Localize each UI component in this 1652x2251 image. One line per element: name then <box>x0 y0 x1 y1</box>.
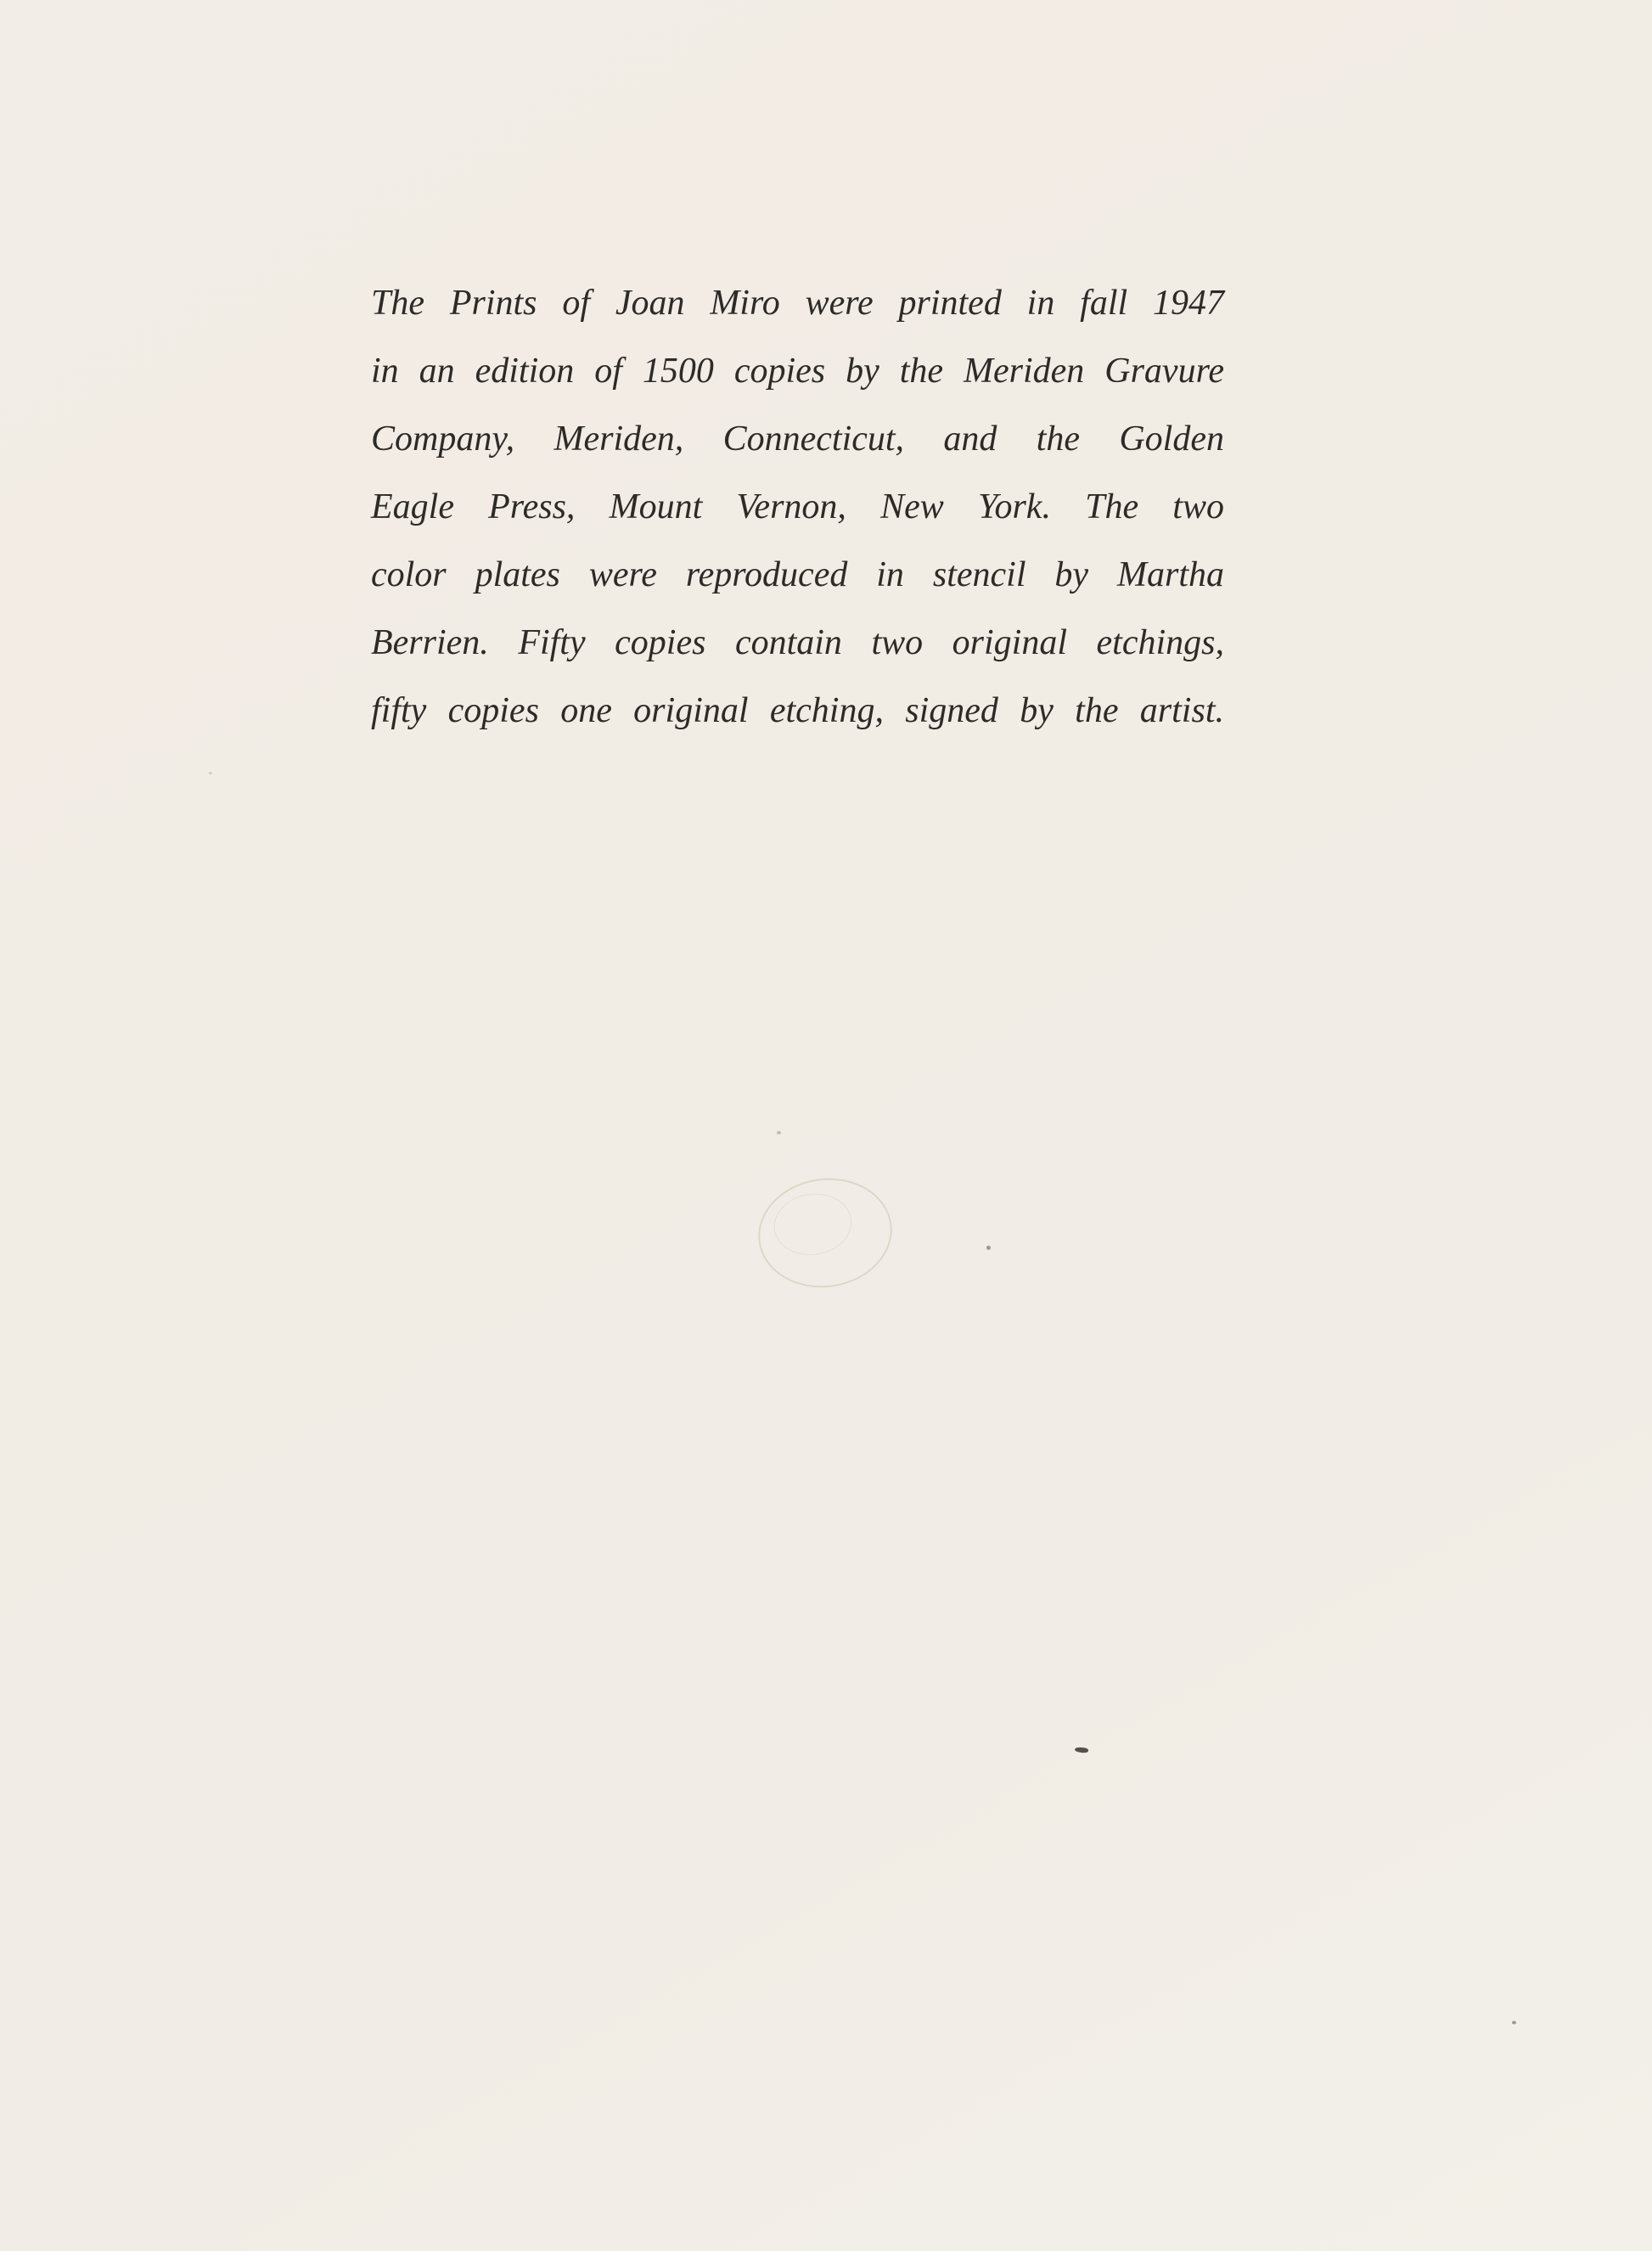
embossed-blind-stamp-circle <box>751 1170 899 1297</box>
colophon-text-block <box>371 269 1224 745</box>
colophon-line-7: fifty copies one original etching, signed by the artist. <box>371 691 1224 730</box>
colophon-line-6: Berrien. Fifty copies contain two original etchings, <box>371 623 1224 662</box>
colophon-line-2: in an edition of 1500 copies by the Meriden Gravure <box>371 352 1224 391</box>
colophon-line-3: Company, Meriden, Connecticut, and the Golden <box>371 419 1224 459</box>
ink-smudge-mark <box>1075 1747 1089 1753</box>
colophon-line-1: The Prints of Joan Miro were printed in fall 1947 <box>371 284 1224 323</box>
paper-speck <box>209 772 212 774</box>
colophon-line-4: Eagle Press, Mount Vernon, New York. The two <box>371 487 1224 526</box>
paper-speck <box>1512 2021 1516 2024</box>
paper-speck <box>986 1246 991 1250</box>
paper-speck <box>777 1131 781 1134</box>
colophon-line-5: color plates were reproduced in stencil by Martha <box>371 555 1224 594</box>
